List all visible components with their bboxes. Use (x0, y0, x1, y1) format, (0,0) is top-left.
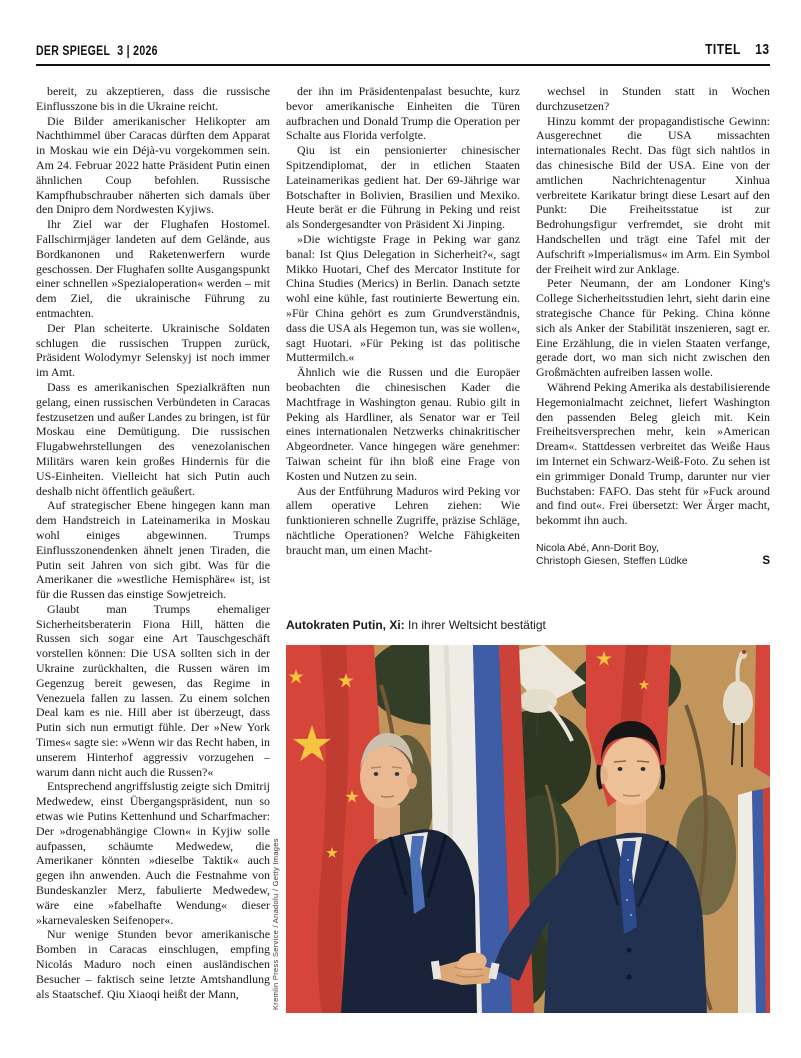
paragraph: Der Plan scheiterte. Ukrainische Soldaten schlugen die russischen Truppen zurück, Präsident Wolodymyr Selenskyj ist noch immer im Amt. (36, 320, 270, 380)
masthead-title: DER SPIEGEL (36, 43, 111, 58)
section-title: TITEL (705, 41, 742, 58)
article-body (36, 84, 770, 1016)
byline-line-1: Nicola Abé, Ann-Dorit Boy, (536, 541, 659, 554)
paragraph: Auf strategischer Ebene hingegen kann man dem Handstreich in Lateinamerika in Moskau wohl einiges abgewinnen. Trumps Einflusszonendenken ähnelt jenen Tiraden, die Putin seit Jahren von sich gibt. Was für die Amerikaner die »westliche Hemisphäre« ist, ist für die Russen das einstige Sowjetreich. (36, 498, 270, 602)
paragraph: Hinzu kommt der propagandistische Gewinn: Ausgerechnet die USA missachten internationales Recht. Das fügt sich nahtlos in das chinesische Bild der USA. Eine von der amtlichen Nachrichtenagentur Xinhua verbreitete Karikatur bringt diese Lesart auf den Punkt: Die Freiheitsstatue ist zur Bedrohungsfigur verfremdet, sie droht mit Handschellen und trägt eine Tafel mit der Aufschrift »Imperialismus« im Arm. Ein Symbol der Freiheit wird zur Anklage. (536, 113, 770, 276)
paragraph: Peter Neumann, der am Londoner King's College Sicherheitsstudien lehrt, sieht darin eine strategische Chance für Peking. China könne sich als Anker der Stabilität inszenieren, sagt er. Eine Erzählung, die in vielen Staaten verfange, gerade dort, wo man sich nicht zwischen den Großmächten aufreiben lassen wolle. (536, 276, 770, 380)
paragraph: Ihr Ziel war der Flughafen Hostomel. Fallschirmjäger landeten auf dem Gelände, aus Bordkanonen und Raketenwerfern wurde geschossen. Der Flughafen sollte Ausgangspunkt einer schnellen »Spezialoperation« werden – mit dem Ziel, die ukrainische Führung zu entmachten. (36, 217, 270, 320)
paragraph: Dass es amerikanischen Spezialkräften nun gelang, einen russischen Verbündeten in Caracas festzusetzen und außer Landes zu bringen, ist für Moskau eine Demütigung. Die russischen Flugabwehrstellungen des venezolanischen Militärs waren kein großes Hindernis für die US-Einheiten. Vielleicht hat sich Putin auch deshalb nicht öffentlich geäußert. (36, 379, 270, 498)
russia-flag-right (738, 787, 770, 1013)
page-number: 13 (755, 41, 770, 58)
paragraph: Während Peking Amerika als destabilisierende Hegemonialmacht zeichnet, liefert Washington den passenden Beleg gleich mit. Kein Freiheitsversprechen mehr, kein »American Dream«. Stattdessen verbreitet das Weiße Haus im Internet ein Schwarz-Weiß-Foto. Zu sehen ist ein grimmiger Donald Trump, darunter nur vier Buchstaben: FAFO. Das steht für »Fuck around and find out«. Frei übersetzt: Wer Ärger macht, bekommt ihn auch. (536, 379, 770, 528)
text-column-3 (536, 84, 770, 528)
byline (536, 542, 770, 569)
paragraph: wechsel in Stunden statt in Wochen durchzusetzen? (536, 84, 770, 113)
paragraph: »Die wichtigste Frage in Peking war ganz banal: Ist Qius Delegation in Sicherheit?«, sagt Mikko Huotari, Chef des Mercator Institute for China Studies (Merics) in Berlin. Danach setzte wohl eine kühle, fast routinierte Bewertung ein. »Für China gehört es zum Grundverständnis, dass die USA als Hegemon tun, was sie wollen«, sagt Huotari. »Für Peking ist das politische Muttermilch.« (286, 231, 520, 365)
paragraph: der ihn im Präsidentenpalast besuchte, kurz bevor amerikanische Einheiten die Türen aufbrachen und Donald Trump die Operation per Schalte aus Florida verfolgte. (286, 84, 520, 143)
photo-credit: Kremlin Press Service / Anadolu / Getty Images (271, 838, 280, 1010)
masthead (36, 43, 158, 58)
paragraph: Ähnlich wie die Russen und die Europäer beobachten die chinesischen Kader die Machtfrage in Washington genau. Rubio gilt in Peking als Hardliner, als Senator war er Teil eines internationalen Netzwerks chinakritischer Abgeordneter. Vance hingegen wäre genehmer: Taiwan scheint für ihn bloß eine Frage von Kosten und Nutzen zu sein. (286, 365, 520, 483)
paragraph: Die Bilder amerikanischer Helikopter am Nachthimmel über Caracas dürften dem Apparat in Moskau wie ein Déjà-vu vorgekommen sein. Am 24. Februar 2022 hatte Präsident Putin einen ähnlichen Coup befohlen. Russische Kampfhubschrauber näherten sich damals über den Dnipro dem Nordwesten Kyjiws. (36, 113, 270, 217)
spiegel-endmark: S (762, 555, 770, 568)
photo-caption-bold: Autokraten Putin, Xi: (286, 618, 405, 632)
paragraph: Entsprechend angriffslustig zeigte sich Dmitrij Medwedew, einst Übergangspräsident, nun so etwas wie Putins Kettenhund und Scharfmacher: Der »drogenabhängige Clown« in Kyjiw solle aufpassen, schäumte Medwedew, die Amerikaner könnten »dieselbe Taktik« auch gegen ihn anwenden. Auch die Festnahme von Bundeskanzler Merz, fabulierte Medwedew, wäre eine »fabelhafte Wendung« dieser »karnevalesken Seifenoper«. (36, 779, 270, 927)
right-zone (286, 84, 770, 1016)
paragraph: bereit, zu akzeptieren, dass die russische Einflusszone bis in die Ukraine reicht. (36, 84, 270, 113)
issue-number: 3 | 2026 (117, 43, 158, 58)
page-header (36, 41, 770, 66)
text-column-1 (36, 84, 270, 1016)
text-row (286, 84, 770, 590)
paragraph: Glaubt man Trumps ehemaliger Sicherheitsberaterin Fiona Hill, hätten die Russen sich sogar eine Art Tauschgeschäft vorstellen können: Die USA sollten sich in der Ukraine zurückhalten, die Russen wären im Gegenzug bereit gewesen, das Regime in Venezuela fallen zu lassen. Zu einem solchen Deal kam es nie. Hill aber ist überzeugt, dass Putin sich nun ermutigt fühle. Der »New York Times« sagte sie: »Wenn wir das Recht haben, in unserem Hinterhof aggressiv vorzugehen – warum dann nicht auch die Russen?« (36, 601, 270, 779)
photo-putin-xi-handshake (286, 645, 770, 1013)
text-column-2 (286, 84, 520, 590)
section-header (706, 41, 770, 58)
paragraph: Aus der Entführung Maduros wird Peking vor allem operative Lehren ziehen: Wie funktionieren schnelle Zugriffe, präzise Schläge, nächtliche Operationen? Welche Fähigkeiten braucht man, um einen Macht- (286, 483, 520, 557)
byline-line-2: Christoph Giesen, Steffen Lüdke (536, 555, 688, 568)
photo-caption-text: In ihrer Weltsicht bestätigt (404, 618, 546, 632)
photo-caption (286, 618, 770, 633)
paragraph: Qiu ist ein pensionierter chinesischer Spitzendiplomat, der in etlichen Staaten Lateinamerikas gedient hat. Der 69-Jährige war Botschafter in Bolivien, Brasilien und Mexiko. Heute berät er die Führung in Peking und reist als Sondergesandter von Präsident Xi Jinping. (286, 143, 520, 232)
paragraph: Nur wenige Stunden bevor amerikanische Bomben in Caracas einschlugen, empfing Nicolás Maduro noch einen ausländischen Besucher – faktisch seine letzte Amtshandlung als Staatschef. Qiu Xiaoqi heißt der Mann, (36, 927, 270, 1001)
